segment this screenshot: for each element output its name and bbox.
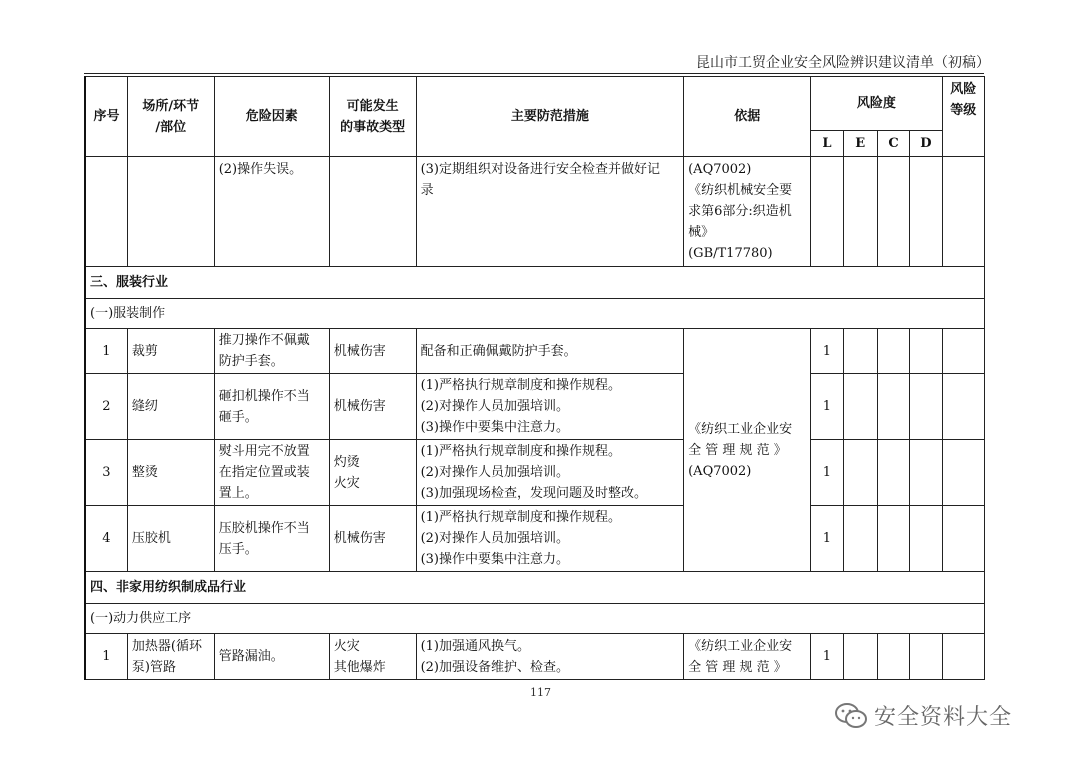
header-C: C bbox=[877, 131, 909, 157]
page-number: 117 bbox=[530, 686, 551, 699]
measures-cell: 配备和正确佩戴防护手套。 bbox=[416, 329, 684, 374]
row-no: 4 bbox=[85, 506, 127, 572]
header-basis: 依据 bbox=[684, 77, 811, 157]
basis-cell: 《纺织工业企业安 全 管 理 规 范 》 bbox=[684, 634, 811, 680]
section-title: 四、非家用纺织制成品行业 bbox=[85, 572, 985, 604]
basis-cell: (AQ7002) 《纺织机械安全要 求第6部分:织造机 械》 (GB/T17780) bbox=[684, 157, 811, 267]
section-row bbox=[85, 267, 985, 299]
table-row bbox=[85, 329, 985, 374]
header-D: D bbox=[910, 131, 942, 157]
subsection-row bbox=[85, 299, 985, 329]
accident-cell: 机械伤害 bbox=[329, 374, 416, 440]
place-cell: 加热器(循环 泵)管路 bbox=[127, 634, 214, 680]
L-value: 1 bbox=[811, 329, 843, 374]
subsection-title: (一)动力供应工序 bbox=[85, 604, 985, 634]
measures-cell: (1)严格执行规章制度和操作规程。 (2)对操作人员加强培训。 (3)操作中要集中注意力。 bbox=[416, 506, 684, 572]
subsection-title: (一)服装制作 bbox=[85, 299, 985, 329]
section-row bbox=[85, 572, 985, 604]
header-hazard: 危险因素 bbox=[214, 77, 329, 157]
measures-cell: (3)定期组织对设备进行安全检查并做好记 录 bbox=[416, 157, 684, 267]
measures-cell: (1)加强通风换气。 (2)加强设备维护、检查。 bbox=[416, 634, 684, 680]
section-title: 三、服装行业 bbox=[85, 267, 985, 299]
accident-cell: 火灾 其他爆炸 bbox=[329, 634, 416, 680]
place-cell: 缝纫 bbox=[127, 374, 214, 440]
accident-cell: 灼烫 火灾 bbox=[329, 440, 416, 506]
table-row bbox=[85, 506, 985, 572]
table-row bbox=[85, 374, 985, 440]
risk-table bbox=[84, 76, 985, 680]
L-value: 1 bbox=[811, 440, 843, 506]
table-row bbox=[85, 634, 985, 680]
row-no: 1 bbox=[85, 329, 127, 374]
header-place: 场所/环节 /部位 bbox=[127, 77, 214, 157]
header-seq: 序号 bbox=[85, 77, 127, 157]
subsection-row bbox=[85, 604, 985, 634]
watermark bbox=[834, 700, 1012, 731]
document-title: 昆山市工贸企业安全风险辨识建议清单（初稿） bbox=[696, 55, 990, 71]
place-cell: 压胶机 bbox=[127, 506, 214, 572]
row-no: 3 bbox=[85, 440, 127, 506]
hazard-cell: 管路漏油。 bbox=[214, 634, 329, 680]
measures-cell: (1)严格执行规章制度和操作规程。 (2)对操作人员加强培训。 (3)操作中要集中注意力。 bbox=[416, 374, 684, 440]
accident-cell: 机械伤害 bbox=[329, 506, 416, 572]
header-L: L bbox=[811, 131, 843, 157]
L-value: 1 bbox=[811, 374, 843, 440]
table-row bbox=[85, 440, 985, 506]
place-cell: 整烫 bbox=[127, 440, 214, 506]
basis-cell: 《纺织工业企业安 全 管 理 规 范 》 (AQ7002) bbox=[684, 329, 811, 572]
hazard-cell: 熨斗用完不放置 在指定位置或装 置上。 bbox=[214, 440, 329, 506]
header-risk-degree: 风险度 bbox=[811, 77, 942, 131]
measures-cell: (1)严格执行规章制度和操作规程。 (2)对操作人员加强培训。 (3)加强现场检查，发现问题及时整改。 bbox=[416, 440, 684, 506]
wechat-icon bbox=[834, 702, 868, 730]
hazard-cell: 砸扣机操作不当 砸手。 bbox=[214, 374, 329, 440]
L-value: 1 bbox=[811, 506, 843, 572]
watermark-text: 安全资料大全 bbox=[874, 705, 1013, 730]
accident-cell: 机械伤害 bbox=[329, 329, 416, 374]
place-cell: 裁剪 bbox=[127, 329, 214, 374]
hazard-cell: (2)操作失误。 bbox=[214, 157, 329, 267]
hazard-cell: 推刀操作不佩戴 防护手套。 bbox=[214, 329, 329, 374]
header-E: E bbox=[843, 131, 877, 157]
header-measures: 主要防范措施 bbox=[416, 77, 684, 157]
table-row bbox=[85, 157, 985, 267]
hazard-cell: 压胶机操作不当 压手。 bbox=[214, 506, 329, 572]
L-value: 1 bbox=[811, 634, 843, 680]
row-no: 2 bbox=[85, 374, 127, 440]
header-accident: 可能发生 的事故类型 bbox=[329, 77, 416, 157]
header-rule bbox=[84, 73, 984, 74]
header-risk-level: 风险 等级 bbox=[942, 77, 984, 157]
row-no: 1 bbox=[85, 634, 127, 680]
